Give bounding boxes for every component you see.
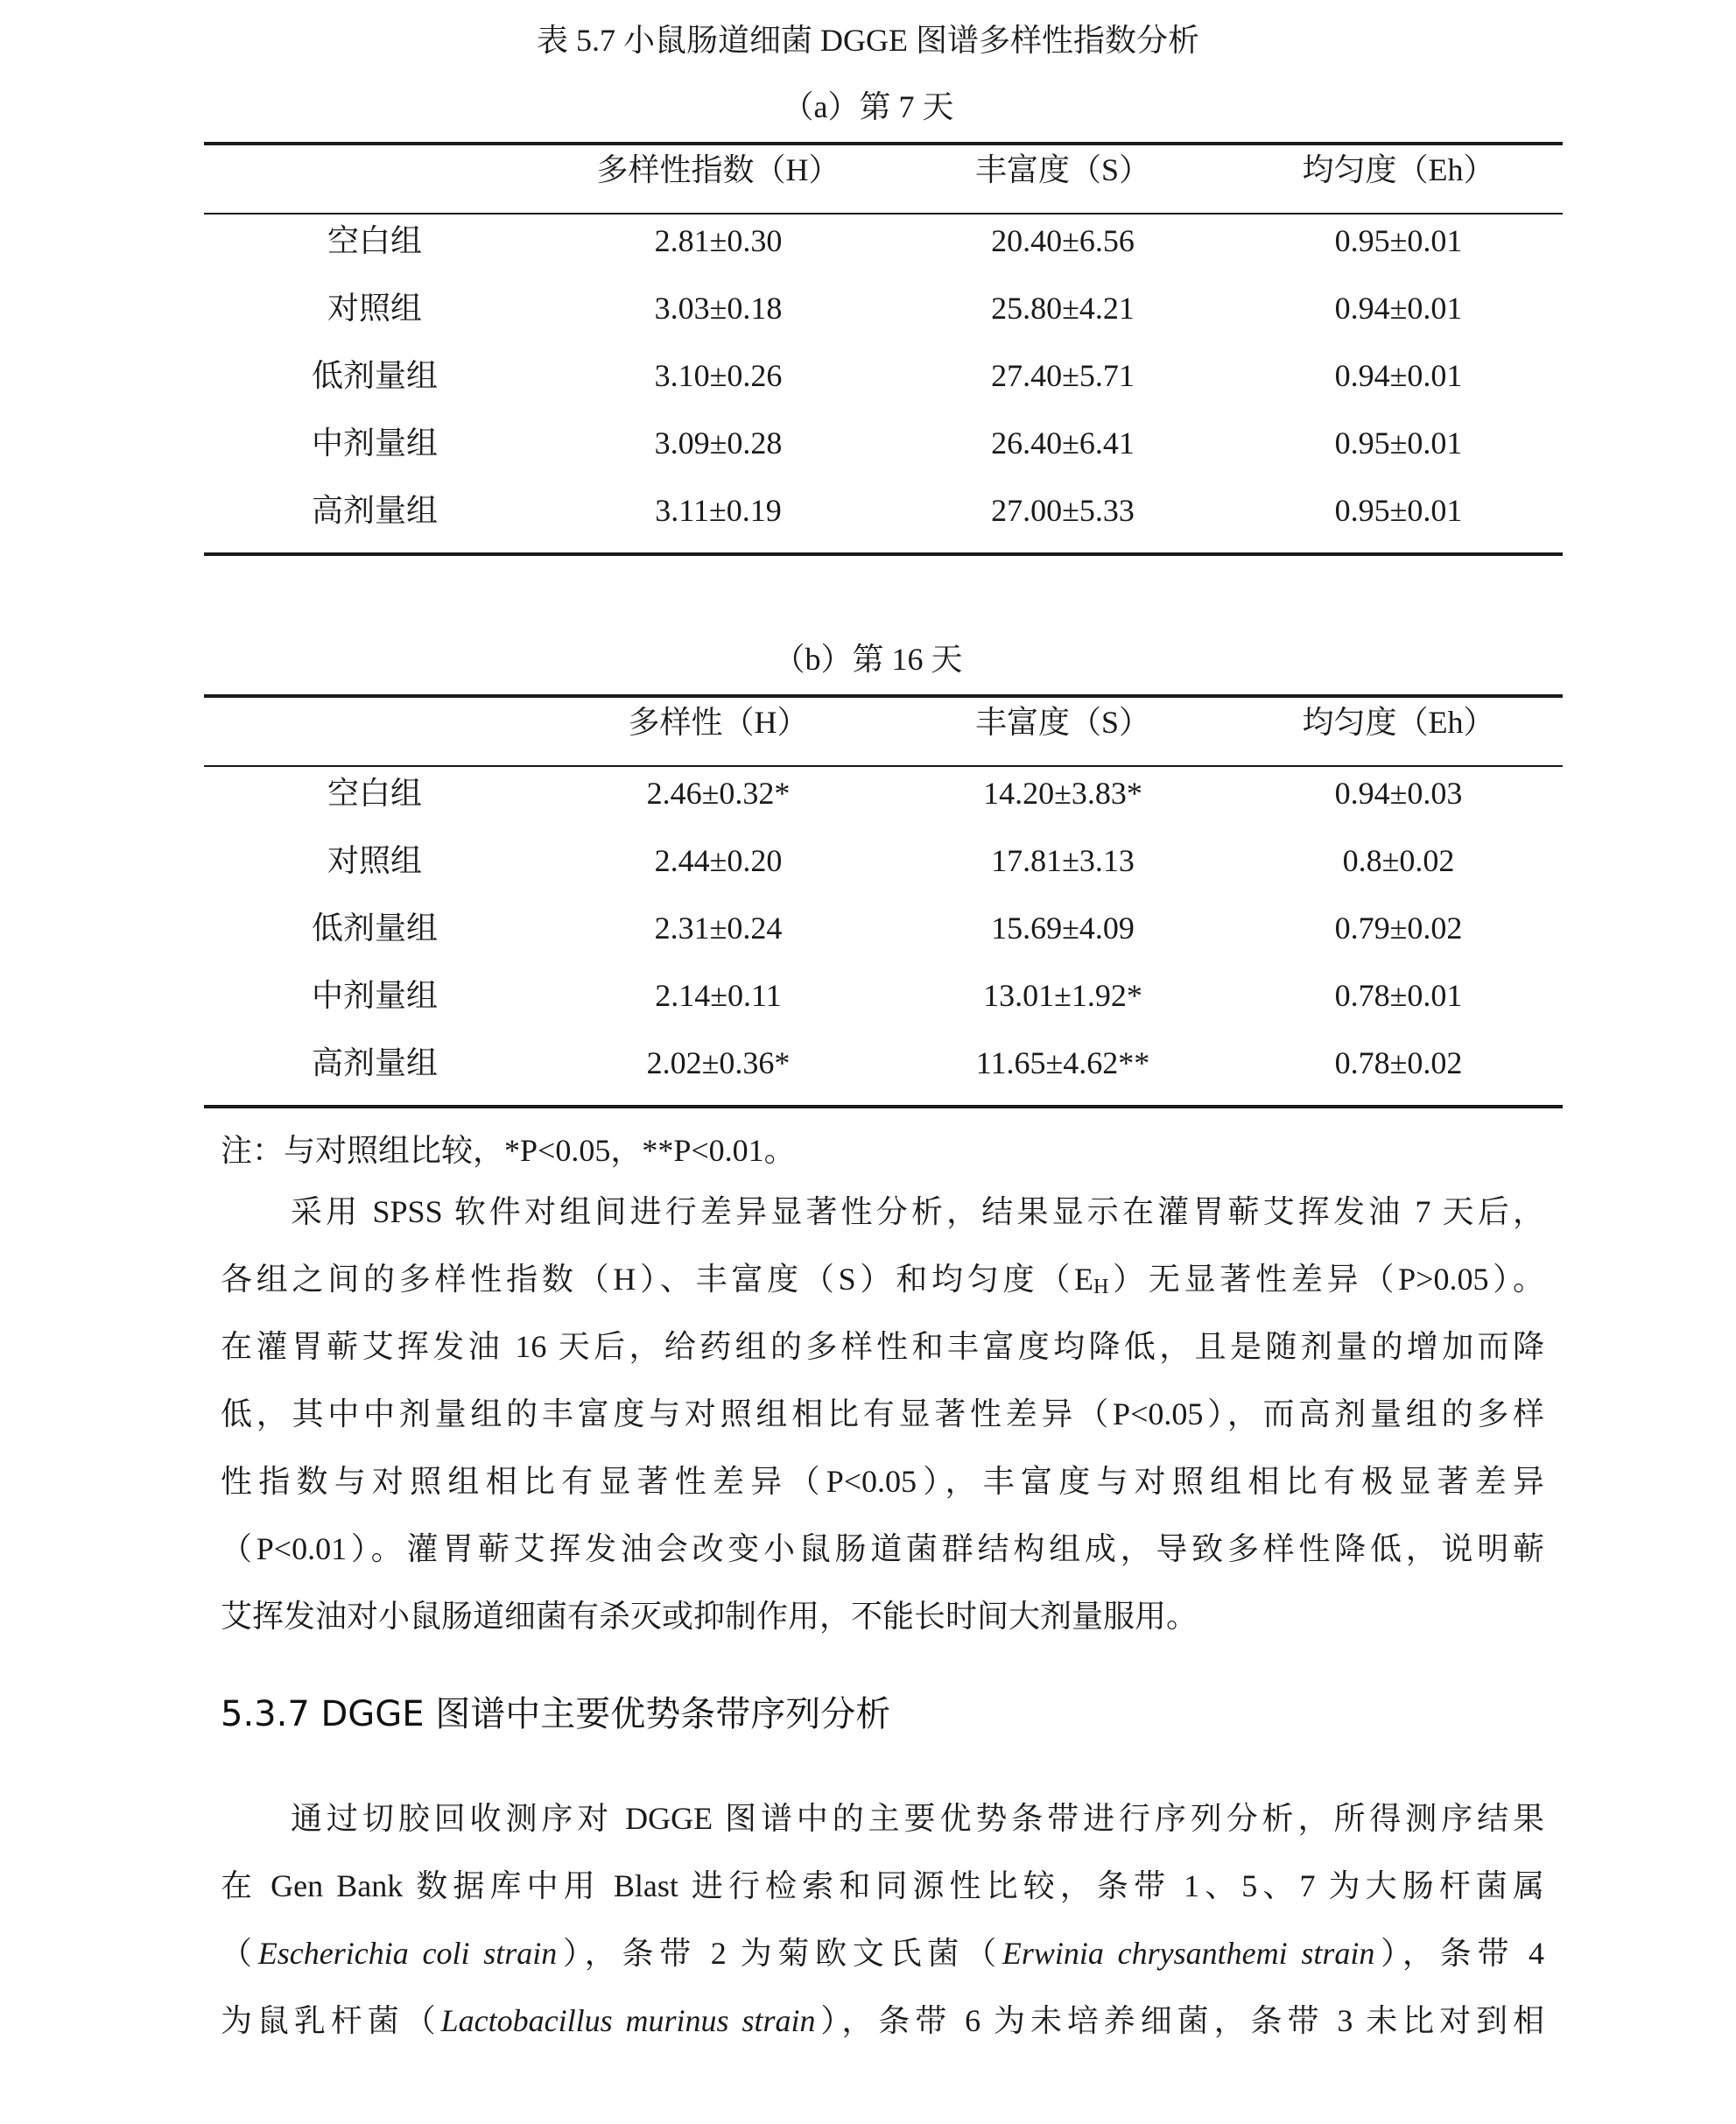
table-a-group-cell: 空白组: [327, 223, 422, 258]
table-b-bottom-rule: [204, 1105, 1563, 1108]
text-run: （: [221, 1936, 258, 1971]
text-run: 为鼠乳杆菌（: [221, 2003, 441, 2038]
table-a-bottom-rule: [204, 552, 1563, 556]
table-b-cell: 15.69±4.09: [991, 911, 1135, 946]
table-row: [204, 902, 1563, 954]
table-a-group-cell: 低剂量组: [311, 358, 438, 393]
table-row: [204, 417, 1563, 469]
table-b-cell: 2.46±0.32*: [646, 776, 791, 811]
table-row: [204, 834, 1563, 887]
table-a-cell: 3.11±0.19: [655, 493, 782, 528]
text-run: ），条带 6 为未培养细菌，条带 3 未比对到相: [815, 2003, 1544, 2038]
table-b-group-cell: 低剂量组: [311, 911, 438, 946]
table-row: [204, 349, 1563, 402]
table-a-cell: 0.95±0.01: [1334, 426, 1463, 461]
text-run: ）无显著性差异（P>0.05）。: [1108, 1262, 1544, 1297]
section-heading: 5.3.7 DGGE 图谱中主要优势条带序列分析: [221, 1694, 891, 1734]
paragraph-line: 低，其中中剂量组的丰富度与对照组相比有显著性差异（P<0.05），而高剂量组的多样: [221, 1396, 1544, 1431]
table-b-cell: 0.94±0.03: [1334, 776, 1463, 811]
table-b-cell: 2.31±0.24: [654, 911, 783, 946]
table-b-group-cell: 中剂量组: [311, 978, 438, 1013]
table-a-header-cell: 多样性指数（H）: [596, 152, 840, 187]
table-a-cell: 3.03±0.18: [654, 291, 783, 326]
table-row: [204, 282, 1563, 334]
table-b-group-cell: 对照组: [327, 843, 422, 878]
table-a-cell: 2.81±0.30: [654, 223, 783, 258]
species-name: Escherichia coli strain: [257, 1936, 558, 1971]
paragraph-line: （P<0.01）。灌胃蕲艾挥发油会改变小鼠肠道菌群结构组成，导致多样性降低，说明蕲: [221, 1531, 1544, 1566]
table-b-caption: （b）第 16 天: [773, 642, 963, 677]
table-a-cell: 0.94±0.01: [1334, 291, 1463, 326]
paragraph-line: 采用 SPSS 软件对组间进行差异显著性分析，结果显示在灌胃蕲艾挥发油 7 天后，: [291, 1194, 1544, 1229]
table-b-header-cell: [204, 696, 545, 749]
table-a-group-cell: 高剂量组: [311, 493, 438, 528]
table-a-group-cell: 对照组: [327, 291, 422, 326]
table-a-caption: （a）第 7 天: [782, 89, 954, 124]
species-name: Lactobacillus murinus strain: [440, 2003, 816, 2038]
table-a-cell: 0.95±0.01: [1334, 493, 1463, 528]
text-run: 各组之间的多样性指数（H）、丰富度（S）和均匀度（E: [221, 1262, 1093, 1297]
table-row: [204, 484, 1563, 537]
body-paragraph-2: [221, 1785, 1544, 2055]
paragraph-line: [221, 1246, 1544, 1313]
body-paragraph-1: [221, 1178, 1544, 1650]
table-row: [204, 969, 1563, 1022]
table-a-cell: 0.95±0.01: [1334, 223, 1463, 258]
table-a-header-row: [204, 144, 1563, 196]
table-title: 表 5.7 小鼠肠道细菌 DGGE 图谱多样性指数分析: [537, 23, 1199, 58]
text-run: ），条带 2 为菊欧文氏菌（: [557, 1936, 1002, 1971]
table-b-cell: 14.20±3.83*: [983, 776, 1142, 811]
table-note: 注：与对照组比较，*P<0.05，**P<0.01。: [221, 1133, 796, 1168]
table-row: [204, 215, 1563, 267]
text-run: ），条带 4: [1374, 1936, 1544, 1971]
paragraph-line: 艾挥发油对小鼠肠道细菌有杀灭或抑制作用，不能长时间大剂量服用。: [221, 1599, 1198, 1634]
paragraph-line: 在 Gen Bank 数据库中用 Blast 进行检索和同源性比较，条带 1、5、7 为大肠杆菌属: [221, 1868, 1544, 1903]
table-a-cell: 27.00±5.33: [991, 493, 1135, 528]
table-row: [204, 767, 1563, 819]
subscript-h: H: [1093, 1276, 1109, 1298]
table-b-cell: 2.44±0.20: [654, 843, 783, 878]
paragraph-line: 通过切胶回收测序对 DGGE 图谱中的主要优势条带进行序列分析，所得测序结果: [291, 1801, 1544, 1836]
table-b-header-row: [204, 696, 1563, 749]
table-a-header-cell: 均匀度（Eh）: [1302, 152, 1495, 187]
table-b-header-cell: 均匀度（Eh）: [1302, 705, 1495, 740]
table-b-cell: 0.79±0.02: [1334, 911, 1463, 946]
table-b-header-cell: 丰富度（S）: [974, 705, 1151, 740]
table-a-header-cell: [204, 144, 545, 196]
table-a-cell: 27.40±5.71: [991, 358, 1135, 393]
table-a-cell: 0.94±0.01: [1334, 358, 1463, 393]
table-a-cell: 25.80±4.21: [991, 291, 1135, 326]
paragraph-line: [221, 1987, 1544, 2055]
table-b-cell: 11.65±4.62**: [975, 1045, 1150, 1080]
table-row: [204, 1037, 1563, 1089]
table-a-cell: 20.40±6.56: [991, 223, 1135, 258]
paragraph-line: [221, 1920, 1544, 1987]
table-a-header-cell: 丰富度（S）: [974, 152, 1151, 187]
table-a-cell: 3.10±0.26: [654, 358, 783, 393]
table-a-group-cell: 中剂量组: [311, 426, 438, 461]
table-b-group-cell: 空白组: [327, 776, 422, 811]
table-b-group-cell: 高剂量组: [311, 1045, 438, 1080]
table-a-cell: 26.40±6.41: [991, 426, 1135, 461]
table-b-cell: 0.8±0.02: [1342, 843, 1455, 878]
table-b-header-cell: 多样性（H）: [628, 705, 809, 740]
table-a-cell: 3.09±0.28: [654, 426, 783, 461]
paragraph-line: 性指数与对照组相比有显著性差异（P<0.05），丰富度与对照组相比有极显著差异: [221, 1464, 1544, 1499]
table-b-cell: 0.78±0.01: [1334, 978, 1463, 1013]
species-name: Erwinia chrysanthemi strain: [1002, 1936, 1375, 1971]
table-b-cell: 0.78±0.02: [1334, 1045, 1463, 1080]
paragraph-line: 在灌胃蕲艾挥发油 16 天后，给药组的多样性和丰富度均降低，且是随剂量的增加而降: [221, 1329, 1544, 1364]
table-b-cell: 2.14±0.11: [655, 978, 782, 1013]
table-b-cell: 17.81±3.13: [991, 843, 1135, 878]
table-b-cell: 13.01±1.92*: [983, 978, 1142, 1013]
table-b-cell: 2.02±0.36*: [646, 1045, 791, 1080]
